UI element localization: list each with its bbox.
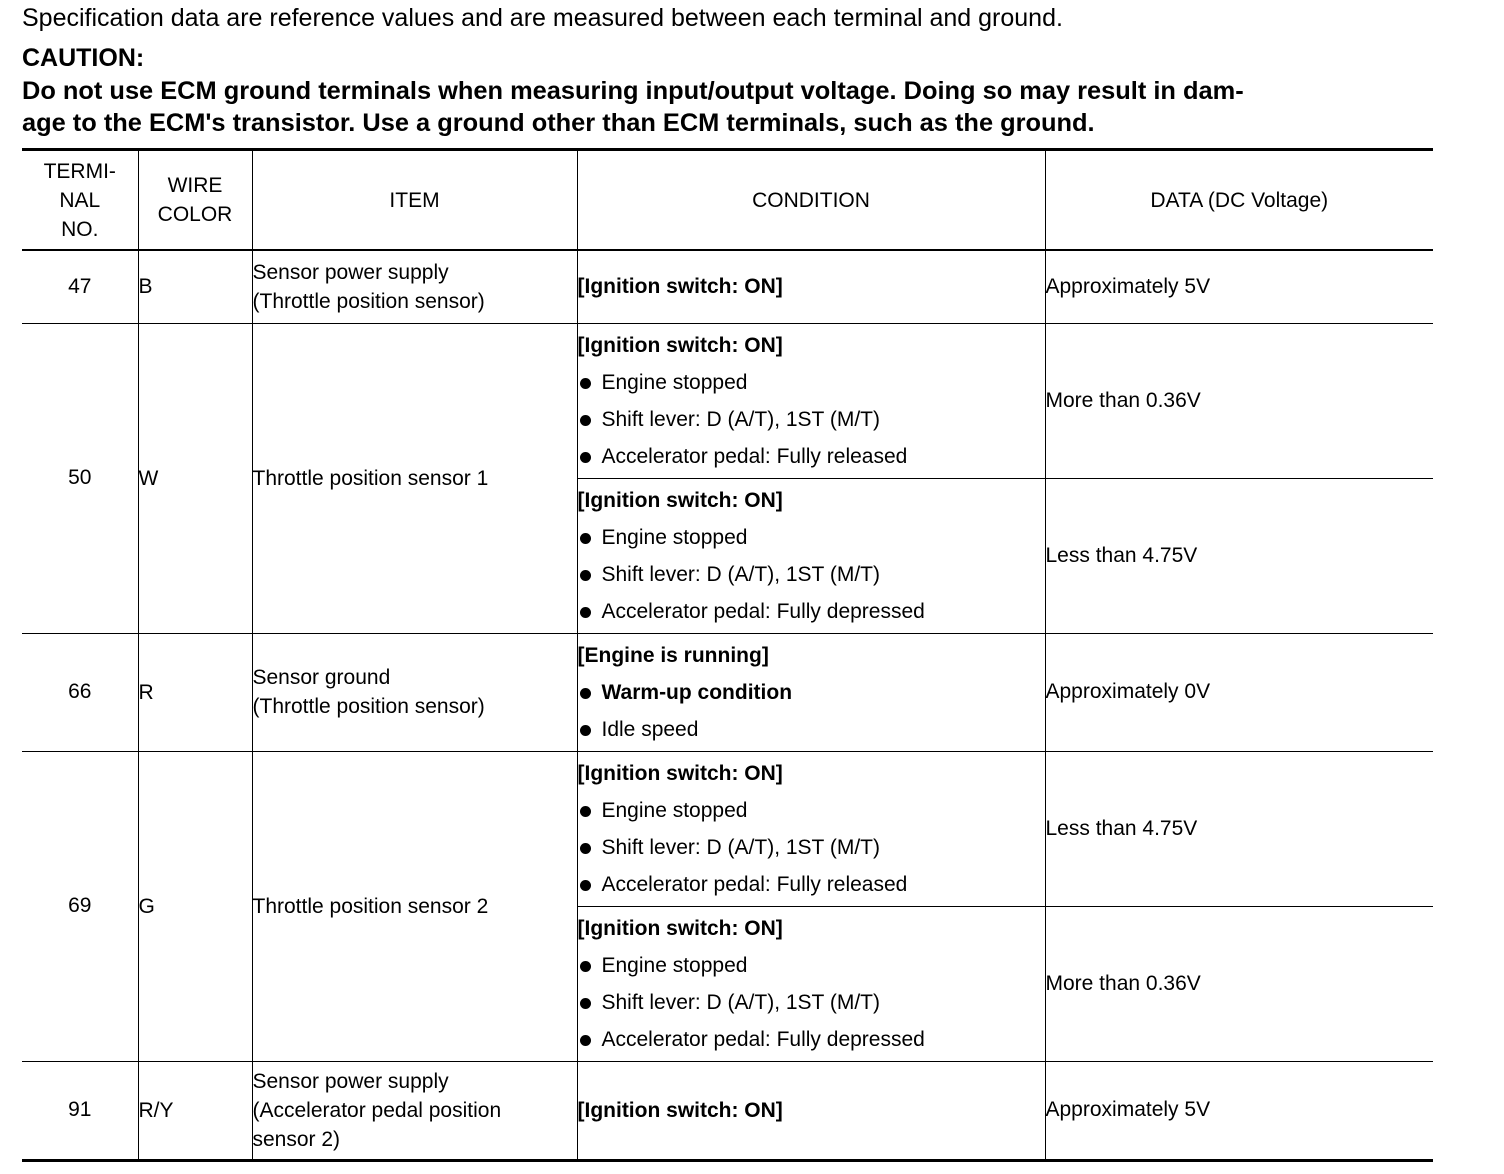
wire-color: B — [138, 250, 252, 323]
table-row — [22, 1061, 1433, 1160]
condition-heading: [Ignition switch: ON] — [577, 761, 783, 785]
caution-line-2: age to the ECM's transistor. Use a ground other than ECM terminals, such as the ground. — [22, 109, 1095, 137]
item-cell: Throttle position sensor 2 — [252, 751, 577, 1061]
condition-bullet: Engine stopped — [578, 792, 1045, 829]
condition-cell — [577, 1061, 1045, 1160]
table-row — [22, 633, 1433, 751]
table-row — [22, 250, 1433, 323]
condition-bullet: Accelerator pedal: Fully depressed — [578, 1021, 1045, 1058]
terminal-no: 69 — [22, 751, 138, 1061]
header-condition: CONDITION — [577, 150, 1045, 251]
wire-color: G — [138, 751, 252, 1061]
item-cell: Sensor ground (Throttle position sensor) — [252, 633, 577, 751]
condition-cell — [577, 633, 1045, 751]
condition-bullet: Accelerator pedal: Fully released — [578, 866, 1045, 903]
condition-heading: [Ignition switch: ON] — [577, 275, 783, 299]
item-cell: Sensor power supply (Throttle position sensor) — [252, 250, 577, 323]
condition-bullet: Engine stopped — [578, 364, 1045, 401]
terminal-no: 66 — [22, 633, 138, 751]
data-value: More than 0.36V — [1045, 323, 1433, 478]
terminal-no: 47 — [22, 250, 138, 323]
data-value: Approximately 5V — [1045, 1061, 1433, 1160]
condition-heading: [Ignition switch: ON] — [577, 916, 783, 940]
condition-bullet: Accelerator pedal: Fully depressed — [578, 593, 1045, 630]
data-value: Less than 4.75V — [1045, 478, 1433, 633]
caution-text — [22, 75, 1442, 139]
condition-bullet: Warm-up condition — [578, 674, 1045, 711]
data-value: Approximately 0V — [1045, 633, 1433, 751]
data-value: More than 0.36V — [1045, 906, 1433, 1061]
ecm-terminal-table — [22, 148, 1433, 1162]
condition-bullet: Engine stopped — [578, 519, 1045, 556]
wire-color: R/Y — [138, 1061, 252, 1160]
table-row — [22, 751, 1433, 906]
condition-cell — [577, 323, 1045, 478]
intro-text: Specification data are reference values and are measured between each terminal and ground. — [22, 4, 1063, 32]
condition-heading: [Ignition switch: ON] — [577, 488, 783, 512]
table-header-row — [22, 150, 1433, 251]
terminal-no: 91 — [22, 1061, 138, 1160]
caution-line-1: Do not use ECM ground terminals when measuring input/output voltage. Doing so may result in dam- — [22, 77, 1244, 105]
condition-bullet: Shift lever: D (A/T), 1ST (M/T) — [578, 556, 1045, 593]
condition-bullet: Shift lever: D (A/T), 1ST (M/T) — [578, 984, 1045, 1021]
condition-bullet: Engine stopped — [578, 947, 1045, 984]
condition-bullet: Shift lever: D (A/T), 1ST (M/T) — [578, 829, 1045, 866]
condition-cell — [577, 751, 1045, 906]
header-data: DATA (DC Voltage) — [1045, 150, 1433, 251]
condition-cell — [577, 478, 1045, 633]
condition-bullet: Accelerator pedal: Fully released — [578, 438, 1045, 475]
wire-color: R — [138, 633, 252, 751]
condition-cell — [577, 906, 1045, 1061]
data-value: Approximately 5V — [1045, 250, 1433, 323]
condition-cell — [577, 250, 1045, 323]
wire-color: W — [138, 323, 252, 633]
item-cell: Sensor power supply (Accelerator pedal position sensor 2) — [252, 1061, 577, 1160]
table-row — [22, 323, 1433, 478]
header-item: ITEM — [252, 150, 577, 251]
condition-bullet: Shift lever: D (A/T), 1ST (M/T) — [578, 401, 1045, 438]
header-terminal-no: TERMI- NAL NO. — [22, 150, 138, 251]
condition-heading: [Ignition switch: ON] — [577, 333, 783, 357]
condition-heading: [Engine is running] — [577, 643, 769, 667]
terminal-no: 50 — [22, 323, 138, 633]
caution-title: CAUTION: — [22, 44, 145, 72]
condition-bullet: Idle speed — [578, 711, 1045, 748]
header-wire-color: WIRE COLOR — [138, 150, 252, 251]
data-value: Less than 4.75V — [1045, 751, 1433, 906]
condition-heading: [Ignition switch: ON] — [577, 1098, 783, 1122]
item-cell: Throttle position sensor 1 — [252, 323, 577, 633]
